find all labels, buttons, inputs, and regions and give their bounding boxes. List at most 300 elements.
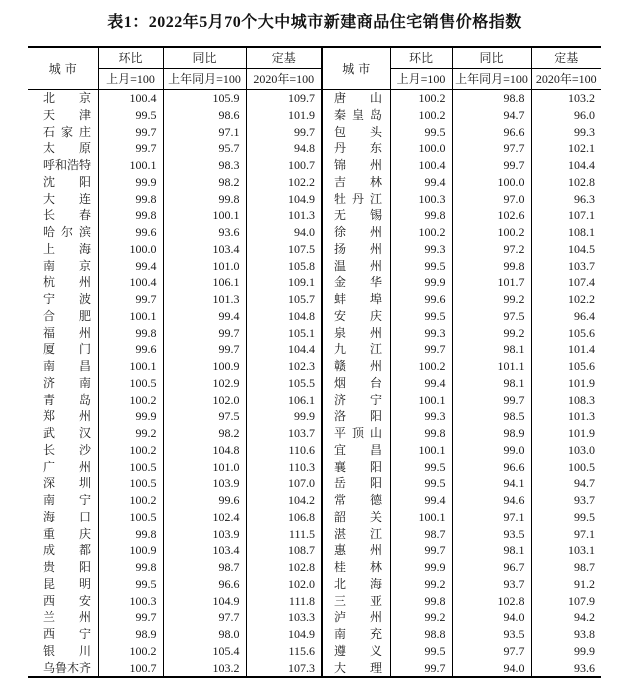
yoy-value-left: 106.1 [163, 274, 246, 291]
city-name: 长沙 [43, 442, 91, 457]
fixed-base-value-right: 93.7 [531, 492, 601, 509]
city-cell-left [28, 325, 98, 342]
fixed-base-value-left: 104.9 [246, 626, 322, 643]
yoy-value-left: 100.9 [163, 358, 246, 375]
table-header [28, 47, 601, 90]
city-name: 银川 [43, 643, 91, 658]
table-row [28, 392, 601, 409]
yoy-value-right: 97.5 [452, 308, 531, 325]
table-row [28, 475, 601, 492]
yoy-value-right: 99.8 [452, 258, 531, 275]
city-name: 岳阳 [334, 476, 382, 491]
city-name: 无锡 [334, 208, 382, 223]
city-name: 温州 [334, 258, 382, 273]
city-name: 洛阳 [334, 409, 382, 424]
yoy-value-right: 94.1 [452, 475, 531, 492]
city-name: 太原 [43, 141, 91, 156]
yoy-value-left: 102.4 [163, 509, 246, 526]
city-cell-left [28, 660, 98, 678]
table-row [28, 274, 601, 291]
mom-value-left: 100.2 [98, 643, 163, 660]
fixed-base-value-left: 104.9 [246, 191, 322, 208]
mom-value-left: 99.7 [98, 609, 163, 626]
fixed-base-value-left: 102.3 [246, 358, 322, 375]
city-cell-left [28, 191, 98, 208]
mom-value-left: 100.2 [98, 492, 163, 509]
yoy-value-left: 99.7 [163, 325, 246, 342]
city-name: 济宁 [334, 392, 382, 407]
city-name: 吉林 [334, 174, 382, 189]
fixed-base-value-right: 107.4 [531, 274, 601, 291]
city-cell-left [28, 492, 98, 509]
fixed-base-value-right: 108.3 [531, 392, 601, 409]
city-name: 牡丹江 [334, 191, 382, 206]
yoy-value-left: 98.7 [163, 559, 246, 576]
fixed-base-value-right: 94.2 [531, 609, 601, 626]
city-name: 烟台 [334, 375, 382, 390]
city-name: 济南 [43, 375, 91, 390]
fixed-base-value-left: 115.6 [246, 643, 322, 660]
fixed-base-value-left: 108.7 [246, 542, 322, 559]
fixed-base-value-right: 93.8 [531, 626, 601, 643]
yoy-value-left: 97.7 [163, 609, 246, 626]
city-name: 惠州 [334, 543, 382, 558]
table-row [28, 174, 601, 191]
city-cell-left [28, 124, 98, 141]
mom-value-right: 100.2 [390, 90, 452, 107]
city-name: 长春 [43, 208, 91, 223]
yoy-value-left: 96.6 [163, 576, 246, 593]
fixed-base-value-left: 102.0 [246, 576, 322, 593]
fixed-base-value-left: 94.0 [246, 224, 322, 241]
fixed-base-value-left: 110.3 [246, 459, 322, 476]
city-name: 湛江 [334, 526, 382, 541]
city-cell-right [322, 140, 390, 157]
mom-value-left: 98.9 [98, 626, 163, 643]
fixed-base-value-left: 106.8 [246, 509, 322, 526]
mom-value-left: 100.2 [98, 442, 163, 459]
yoy-value-right: 96.7 [452, 559, 531, 576]
yoy-value-left: 99.4 [163, 308, 246, 325]
city-cell-left [28, 559, 98, 576]
mom-value-left: 99.5 [98, 107, 163, 124]
mom-value-left: 99.8 [98, 559, 163, 576]
table-row [28, 459, 601, 476]
mom-value-left: 100.5 [98, 375, 163, 392]
fixed-base-value-left: 107.5 [246, 241, 322, 258]
mom-value-right: 99.8 [390, 207, 452, 224]
table-row [28, 492, 601, 509]
mom-value-left: 99.4 [98, 258, 163, 275]
fixed-base-value-left: 103.7 [246, 425, 322, 442]
fixed-base-value-left: 103.3 [246, 609, 322, 626]
city-name: 西安 [43, 593, 91, 608]
yoy-value-right: 99.7 [452, 392, 531, 409]
yoy-value-left: 100.1 [163, 207, 246, 224]
yoy-value-right: 94.7 [452, 107, 531, 124]
city-name: 石家庄 [43, 124, 91, 139]
mom-value-right: 99.3 [390, 325, 452, 342]
fixed-base-value-right: 107.1 [531, 207, 601, 224]
fixed-base-value-right: 103.7 [531, 258, 601, 275]
yoy-value-right: 96.6 [452, 459, 531, 476]
yoy-value-right: 98.8 [452, 90, 531, 107]
yoy-value-right: 99.7 [452, 157, 531, 174]
fixed-base-value-right: 98.7 [531, 559, 601, 576]
header-mom-left: 环比 [98, 47, 163, 69]
fixed-base-value-right: 96.3 [531, 191, 601, 208]
yoy-value-right: 97.2 [452, 241, 531, 258]
city-cell-left [28, 308, 98, 325]
mom-value-right: 99.2 [390, 576, 452, 593]
mom-value-left: 99.7 [98, 140, 163, 157]
city-name: 扬州 [334, 241, 382, 256]
table-row [28, 660, 601, 678]
city-name: 郑州 [43, 409, 91, 424]
table-row [28, 425, 601, 442]
city-cell-right [322, 526, 390, 543]
city-name: 常德 [334, 493, 382, 507]
fixed-base-value-left: 94.8 [246, 140, 322, 157]
fixed-base-value-right: 94.7 [531, 475, 601, 492]
city-cell-right [322, 442, 390, 459]
mom-value-right: 100.4 [390, 157, 452, 174]
yoy-value-right: 96.6 [452, 124, 531, 141]
table-row [28, 375, 601, 392]
city-name: 桂林 [334, 560, 382, 574]
yoy-value-right: 99.0 [452, 442, 531, 459]
city-cell-right [322, 660, 390, 678]
fixed-base-value-right: 100.5 [531, 459, 601, 476]
yoy-value-right: 98.1 [452, 341, 531, 358]
fixed-base-value-left: 102.8 [246, 559, 322, 576]
mom-value-left: 100.1 [98, 157, 163, 174]
mom-value-left: 100.5 [98, 509, 163, 526]
yoy-value-left: 98.6 [163, 107, 246, 124]
mom-value-right: 99.5 [390, 258, 452, 275]
city-name: 上海 [43, 241, 91, 256]
city-name: 兰州 [43, 610, 91, 625]
fixed-base-value-left: 105.7 [246, 291, 322, 308]
mom-value-left: 99.7 [98, 124, 163, 141]
table-row [28, 408, 601, 425]
fixed-base-value-left: 105.1 [246, 325, 322, 342]
mom-value-right: 100.2 [390, 107, 452, 124]
city-name: 重庆 [43, 526, 91, 541]
mom-value-left: 99.8 [98, 207, 163, 224]
table-row [28, 124, 601, 141]
yoy-value-left: 105.9 [163, 90, 246, 107]
city-name: 泸州 [334, 610, 382, 625]
city-name: 徐州 [334, 225, 382, 239]
city-name: 杭州 [43, 275, 91, 290]
table-row [28, 576, 601, 593]
city-cell-left [28, 408, 98, 425]
city-name: 乌鲁木齐 [43, 660, 92, 675]
city-cell-left [28, 526, 98, 543]
fixed-base-value-right: 103.2 [531, 90, 601, 107]
yoy-value-right: 97.1 [452, 509, 531, 526]
city-cell-right [322, 124, 390, 141]
yoy-value-left: 95.7 [163, 140, 246, 157]
city-name: 昆明 [43, 576, 91, 591]
mom-value-left: 99.9 [98, 174, 163, 191]
header-yoy-right: 同比 [452, 47, 531, 69]
city-name: 海口 [43, 509, 91, 524]
city-cell-left [28, 576, 98, 593]
fixed-base-value-left: 106.1 [246, 392, 322, 409]
city-cell-left [28, 140, 98, 157]
city-cell-left [28, 258, 98, 275]
yoy-value-left: 99.6 [163, 492, 246, 509]
city-name: 韶关 [334, 509, 382, 524]
fixed-base-value-right: 99.5 [531, 509, 601, 526]
mom-value-right: 99.5 [390, 124, 452, 141]
yoy-value-left: 103.2 [163, 660, 246, 678]
mom-value-left: 100.4 [98, 90, 163, 107]
table-row [28, 258, 601, 275]
city-name: 北京 [43, 91, 91, 105]
table-row [28, 643, 601, 660]
city-name: 大连 [43, 191, 91, 206]
city-cell-right [322, 475, 390, 492]
city-cell-left [28, 241, 98, 258]
fixed-base-value-left: 102.2 [246, 174, 322, 191]
city-cell-right [322, 157, 390, 174]
table-row [28, 526, 601, 543]
mom-value-left: 100.0 [98, 241, 163, 258]
fixed-base-value-right: 101.4 [531, 341, 601, 358]
city-cell-right [322, 358, 390, 375]
yoy-value-left: 98.2 [163, 174, 246, 191]
yoy-value-right: 99.2 [452, 325, 531, 342]
yoy-value-left: 104.9 [163, 593, 246, 610]
mom-value-right: 98.8 [390, 626, 452, 643]
yoy-value-right: 98.9 [452, 425, 531, 442]
mom-value-left: 100.1 [98, 308, 163, 325]
city-cell-right [322, 626, 390, 643]
fixed-base-value-left: 101.3 [246, 207, 322, 224]
city-name: 锦州 [334, 158, 382, 172]
fixed-base-value-right: 101.9 [531, 425, 601, 442]
city-cell-left [28, 542, 98, 559]
fixed-base-value-right: 103.0 [531, 442, 601, 459]
city-cell-left [28, 475, 98, 492]
city-cell-right [322, 459, 390, 476]
fixed-base-value-right: 102.2 [531, 291, 601, 308]
city-cell-left [28, 609, 98, 626]
mom-value-left: 100.4 [98, 274, 163, 291]
city-name: 哈尔滨 [43, 225, 91, 239]
mom-value-right: 99.5 [390, 308, 452, 325]
table-row [28, 509, 601, 526]
city-name: 厦门 [43, 342, 91, 357]
city-name: 包头 [334, 124, 382, 139]
mom-value-right: 99.8 [390, 425, 452, 442]
city-name: 沈阳 [43, 174, 91, 189]
header-yoy-left: 同比 [163, 47, 246, 69]
city-cell-right [322, 425, 390, 442]
city-name: 贵阳 [43, 560, 91, 574]
mom-value-right: 99.3 [390, 241, 452, 258]
header-city-left: 城市 [48, 61, 81, 76]
yoy-value-right: 94.6 [452, 492, 531, 509]
mom-value-right: 99.5 [390, 475, 452, 492]
mom-value-left: 99.7 [98, 291, 163, 308]
mom-value-right: 99.9 [390, 559, 452, 576]
city-cell-right [322, 408, 390, 425]
fixed-base-value-left: 107.0 [246, 475, 322, 492]
table-row [28, 291, 601, 308]
yoy-value-left: 103.9 [163, 526, 246, 543]
mom-value-left: 99.8 [98, 191, 163, 208]
mom-value-right: 99.4 [390, 174, 452, 191]
price-index-table [28, 46, 601, 678]
yoy-value-right: 97.7 [452, 140, 531, 157]
fixed-base-value-left: 99.9 [246, 408, 322, 425]
city-cell-right [322, 207, 390, 224]
yoy-value-right: 101.1 [452, 358, 531, 375]
mom-value-right: 98.7 [390, 526, 452, 543]
city-name: 南京 [43, 258, 91, 273]
city-name: 遵义 [334, 643, 382, 658]
city-cell-left [28, 274, 98, 291]
fixed-base-value-right: 105.6 [531, 325, 601, 342]
mom-value-right: 99.9 [390, 274, 452, 291]
city-name: 西宁 [43, 627, 91, 641]
mom-value-left: 100.3 [98, 593, 163, 610]
city-name: 青岛 [43, 392, 91, 407]
yoy-value-left: 101.0 [163, 258, 246, 275]
city-name: 武汉 [43, 426, 91, 440]
table-row [28, 107, 601, 124]
city-cell-left [28, 291, 98, 308]
fixed-base-value-left: 104.4 [246, 341, 322, 358]
table-body [28, 90, 601, 678]
city-cell-right [322, 341, 390, 358]
city-name: 南昌 [43, 359, 91, 373]
mom-value-left: 100.5 [98, 459, 163, 476]
mom-value-right: 99.7 [390, 341, 452, 358]
city-cell-right [322, 375, 390, 392]
yoy-value-left: 101.0 [163, 459, 246, 476]
fixed-base-value-right: 99.9 [531, 643, 601, 660]
header-city-right: 城市 [322, 47, 390, 90]
fixed-base-value-right: 96.0 [531, 107, 601, 124]
city-cell-right [322, 509, 390, 526]
mom-value-right: 99.7 [390, 660, 452, 678]
table-row [28, 626, 601, 643]
mom-value-right: 100.2 [390, 358, 452, 375]
header-fixed-left: 定基 [246, 47, 322, 69]
fixed-base-value-left: 109.7 [246, 90, 322, 107]
fixed-base-value-right: 101.3 [531, 408, 601, 425]
yoy-value-right: 101.7 [452, 274, 531, 291]
fixed-base-value-right: 104.4 [531, 157, 601, 174]
yoy-value-right: 97.0 [452, 191, 531, 208]
fixed-base-value-right: 91.2 [531, 576, 601, 593]
yoy-value-left: 99.8 [163, 191, 246, 208]
table-row [28, 593, 601, 610]
city-name: 襄阳 [334, 459, 382, 474]
fixed-base-value-right: 103.1 [531, 542, 601, 559]
city-name: 福州 [43, 325, 91, 340]
city-name: 呼和浩特 [43, 158, 92, 172]
city-cell-right [322, 107, 390, 124]
fixed-base-value-right: 108.1 [531, 224, 601, 241]
city-cell-left [28, 174, 98, 191]
city-name: 金华 [334, 275, 382, 290]
fixed-base-value-right: 96.4 [531, 308, 601, 325]
city-cell-right [322, 241, 390, 258]
city-name: 丹东 [334, 141, 382, 156]
yoy-value-left: 98.3 [163, 157, 246, 174]
yoy-value-right: 94.0 [452, 660, 531, 678]
city-name: 天津 [43, 107, 91, 122]
city-cell-left [28, 425, 98, 442]
city-name: 成都 [43, 543, 91, 558]
table-row [28, 157, 601, 174]
yoy-value-left: 101.3 [163, 291, 246, 308]
mom-value-right: 100.1 [390, 442, 452, 459]
table-row [28, 325, 601, 342]
mom-value-right: 99.7 [390, 542, 452, 559]
table-row [28, 207, 601, 224]
city-cell-left [28, 224, 98, 241]
yoy-value-right: 93.5 [452, 626, 531, 643]
yoy-value-left: 98.2 [163, 425, 246, 442]
mom-value-right: 99.3 [390, 408, 452, 425]
fixed-base-value-right: 105.6 [531, 358, 601, 375]
mom-value-left: 99.2 [98, 425, 163, 442]
fixed-base-value-right: 101.9 [531, 375, 601, 392]
mom-value-left: 100.2 [98, 392, 163, 409]
yoy-value-left: 102.9 [163, 375, 246, 392]
mom-value-right: 99.5 [390, 643, 452, 660]
table-row [28, 609, 601, 626]
fixed-base-value-right: 107.9 [531, 593, 601, 610]
city-name: 泉州 [334, 325, 382, 340]
mom-value-right: 100.1 [390, 509, 452, 526]
fixed-base-value-right: 97.1 [531, 526, 601, 543]
yoy-value-right: 94.0 [452, 609, 531, 626]
city-cell-right [322, 559, 390, 576]
fixed-base-value-left: 105.5 [246, 375, 322, 392]
page-title: 表1：2022年5月70个大中城市新建商品住宅销售价格指数 [107, 14, 522, 31]
fixed-base-value-right: 104.5 [531, 241, 601, 258]
header-fixed-right: 定基 [531, 47, 601, 69]
yoy-value-right: 99.2 [452, 291, 531, 308]
city-name: 赣州 [334, 359, 382, 373]
mom-value-left: 100.9 [98, 542, 163, 559]
yoy-value-right: 100.2 [452, 224, 531, 241]
city-cell-right [322, 224, 390, 241]
mom-value-left: 99.8 [98, 526, 163, 543]
mom-value-left: 99.6 [98, 224, 163, 241]
city-name: 安庆 [334, 308, 382, 323]
mom-value-left: 100.1 [98, 358, 163, 375]
mom-value-right: 99.4 [390, 492, 452, 509]
mom-value-right: 99.8 [390, 593, 452, 610]
mom-value-right: 99.5 [390, 459, 452, 476]
mom-value-right: 100.2 [390, 224, 452, 241]
city-cell-right [322, 609, 390, 626]
yoy-value-right: 98.1 [452, 375, 531, 392]
city-cell-right [322, 542, 390, 559]
city-cell-right [322, 191, 390, 208]
yoy-value-left: 97.5 [163, 408, 246, 425]
header-yoy-base-right: 上年同月=100 [452, 69, 531, 90]
